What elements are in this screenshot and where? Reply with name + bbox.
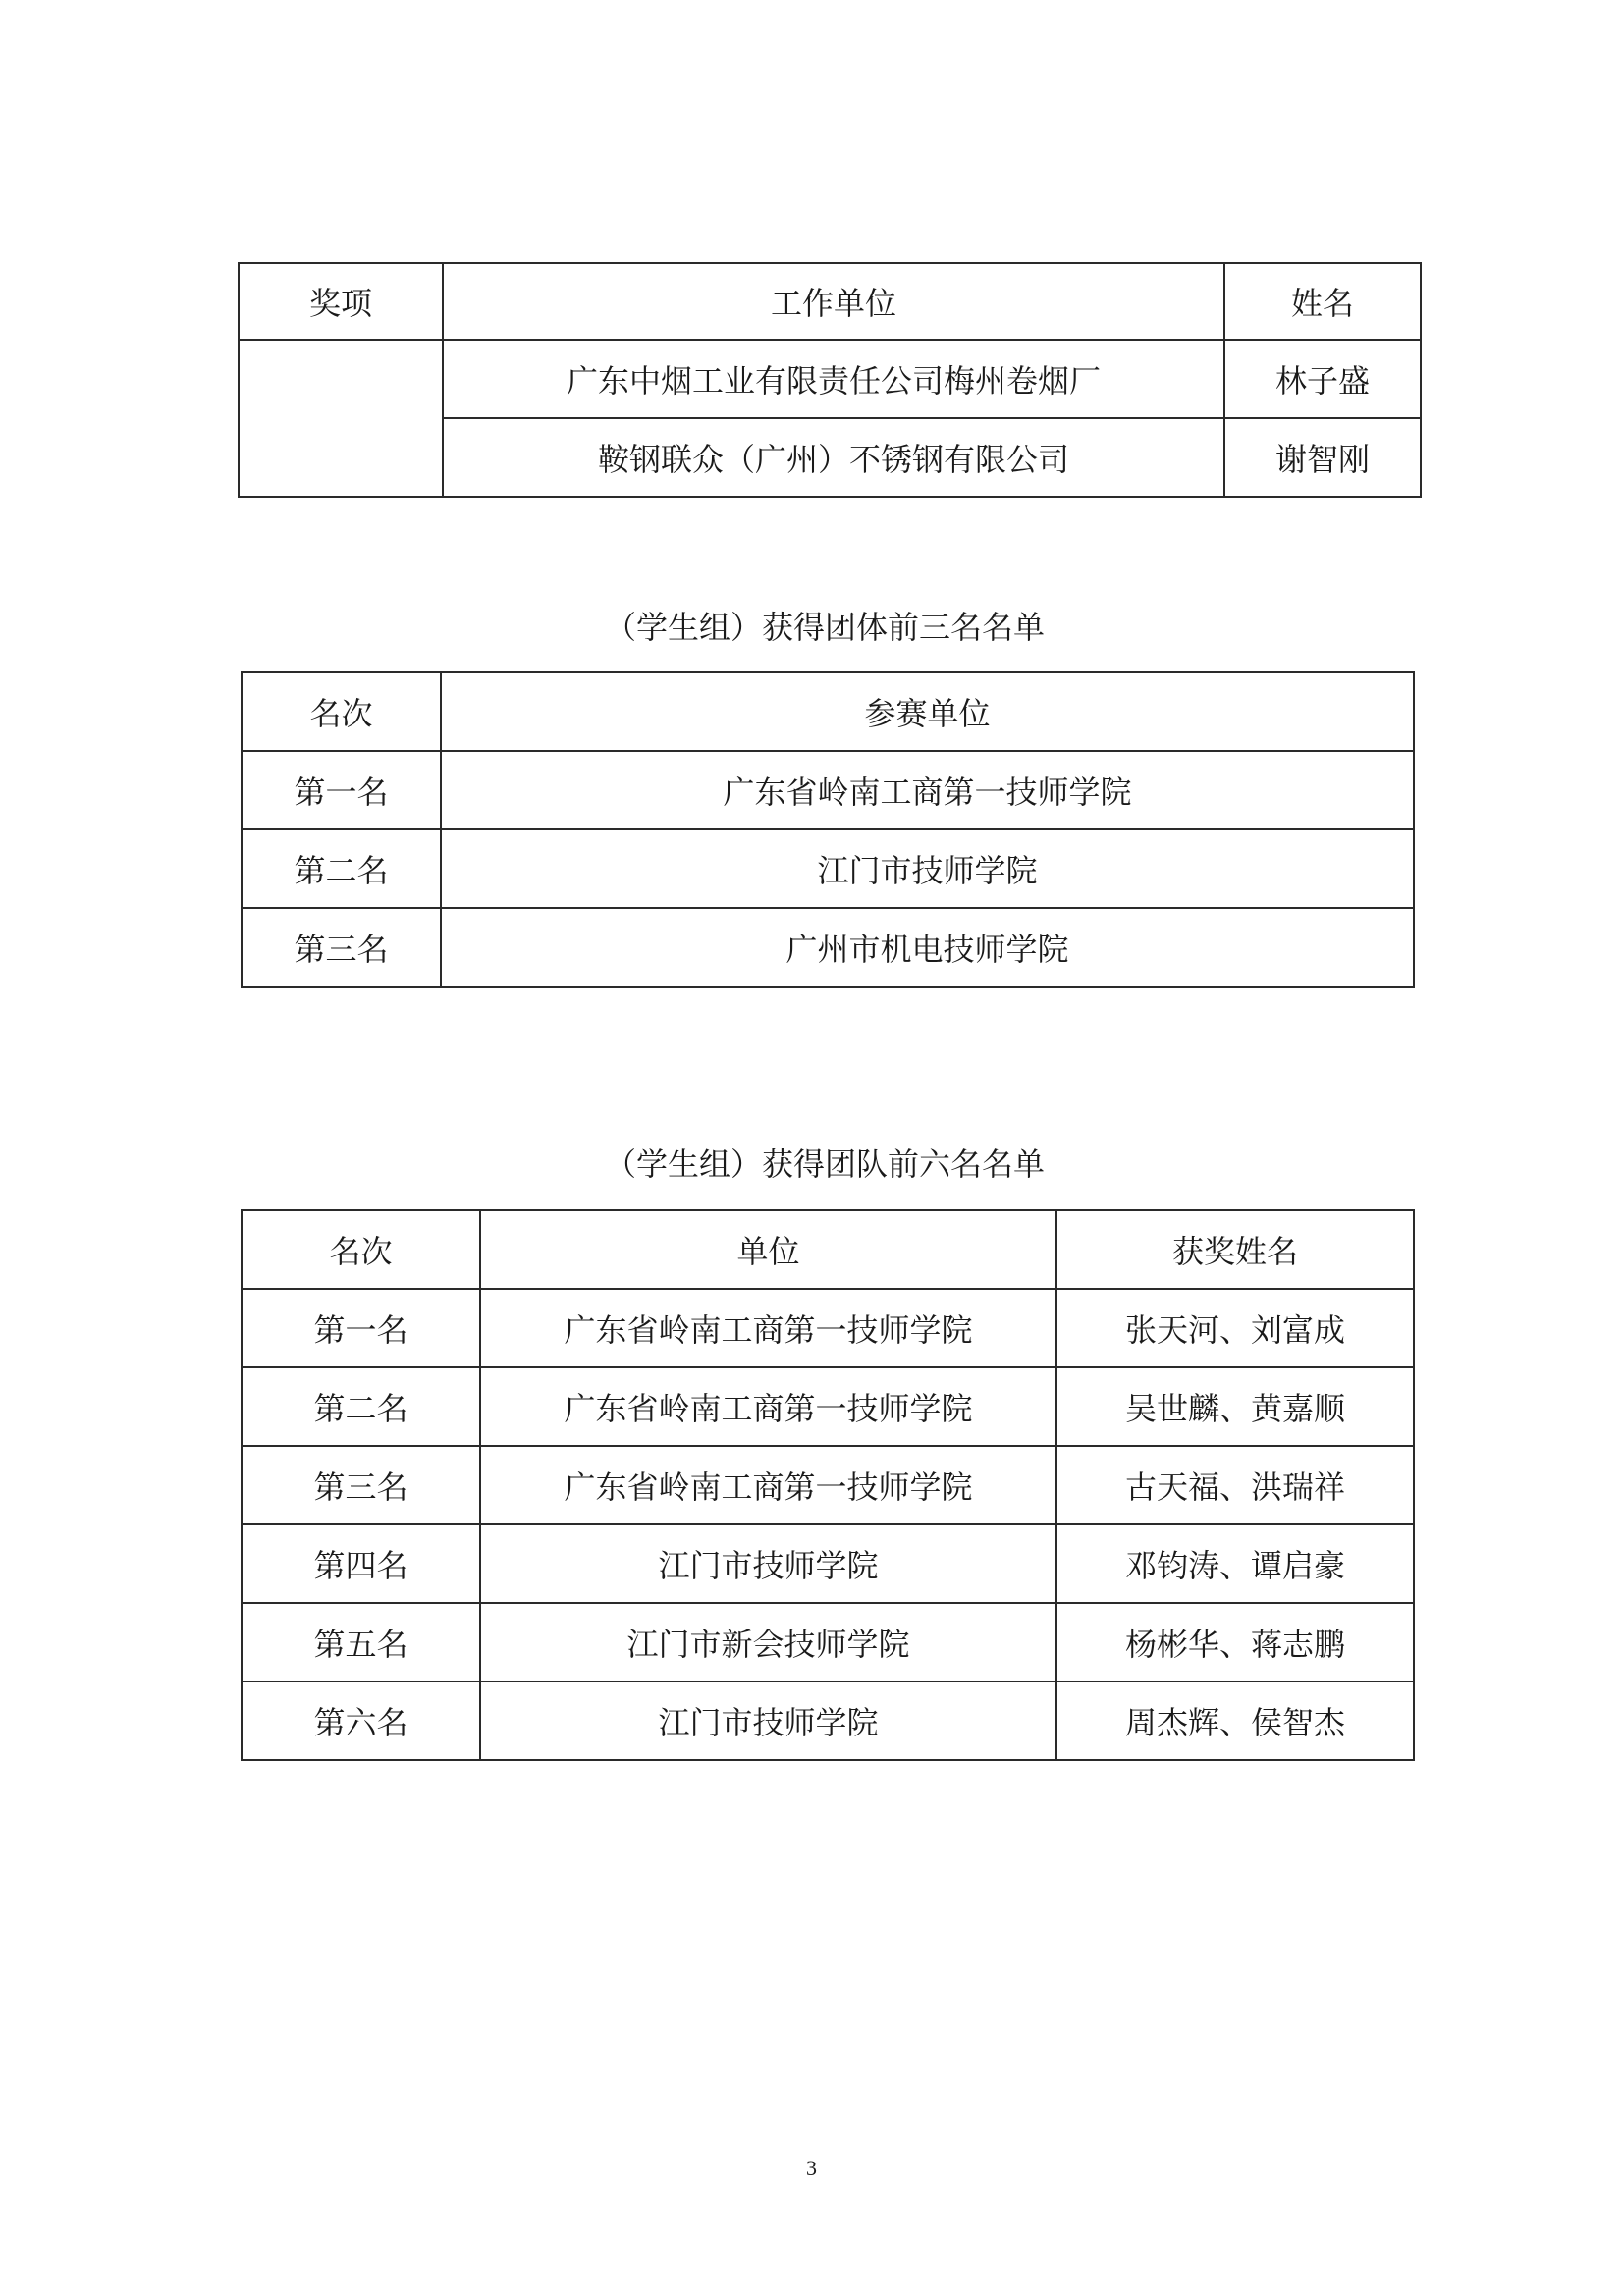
rank-cell: 第四名 bbox=[242, 1524, 480, 1603]
work-unit-cell: 鞍钢联众（广州）不锈钢有限公司 bbox=[443, 418, 1224, 497]
student-group-team-top3-table bbox=[241, 671, 1415, 988]
names-cell: 吴世麟、黄嘉顺 bbox=[1056, 1367, 1414, 1446]
table-row bbox=[239, 340, 1421, 418]
unit-cell: 广州市机电技师学院 bbox=[441, 908, 1414, 987]
names-cell: 杨彬华、蒋志鹏 bbox=[1056, 1603, 1414, 1682]
rank-cell: 第三名 bbox=[242, 908, 441, 987]
header-name: 姓名 bbox=[1224, 263, 1421, 340]
unit-cell: 江门市新会技师学院 bbox=[480, 1603, 1056, 1682]
names-cell: 邓钧涛、谭启豪 bbox=[1056, 1524, 1414, 1603]
names-cell: 古天福、洪瑞祥 bbox=[1056, 1446, 1414, 1524]
unit-cell: 江门市技师学院 bbox=[480, 1524, 1056, 1603]
header-participating-unit: 参赛单位 bbox=[441, 672, 1414, 751]
work-unit-cell: 广东中烟工业有限责任公司梅州卷烟厂 bbox=[443, 340, 1224, 418]
header-rank: 名次 bbox=[242, 672, 441, 751]
header-work-unit: 工作单位 bbox=[443, 263, 1224, 340]
unit-cell: 广东省岭南工商第一技师学院 bbox=[441, 751, 1414, 829]
table-row bbox=[242, 751, 1414, 829]
rank-cell: 第六名 bbox=[242, 1682, 480, 1760]
table-row bbox=[242, 1682, 1414, 1760]
table-row bbox=[242, 1367, 1414, 1446]
page-number: 3 bbox=[806, 2156, 817, 2180]
student-group-team-top6-title: （学生组）获得团队前六名名单 bbox=[604, 1146, 1045, 1183]
student-group-team-top6-table bbox=[241, 1209, 1415, 1761]
student-group-team-top3-title: （学生组）获得团体前三名名单 bbox=[604, 609, 1045, 646]
header-winner-names: 获奖姓名 bbox=[1056, 1210, 1414, 1289]
rank-cell: 第二名 bbox=[242, 1367, 480, 1446]
rank-cell: 第二名 bbox=[242, 829, 441, 908]
rank-cell: 第一名 bbox=[242, 751, 441, 829]
name-cell: 谢智刚 bbox=[1224, 418, 1421, 497]
table-row bbox=[242, 908, 1414, 987]
header-award: 奖项 bbox=[239, 263, 443, 340]
table-row bbox=[242, 829, 1414, 908]
table-header-row bbox=[242, 672, 1414, 751]
unit-cell: 广东省岭南工商第一技师学院 bbox=[480, 1289, 1056, 1367]
header-rank: 名次 bbox=[242, 1210, 480, 1289]
table-row bbox=[242, 1524, 1414, 1603]
table-row bbox=[242, 1446, 1414, 1524]
table-row bbox=[242, 1289, 1414, 1367]
award-winners-table-continued bbox=[238, 262, 1422, 498]
rank-cell: 第三名 bbox=[242, 1446, 480, 1524]
names-cell: 张天河、刘富成 bbox=[1056, 1289, 1414, 1367]
rank-cell: 第一名 bbox=[242, 1289, 480, 1367]
award-cell bbox=[239, 340, 443, 497]
unit-cell: 广东省岭南工商第一技师学院 bbox=[480, 1446, 1056, 1524]
table-header-row bbox=[239, 263, 1421, 340]
names-cell: 周杰辉、侯智杰 bbox=[1056, 1682, 1414, 1760]
table-row bbox=[242, 1603, 1414, 1682]
rank-cell: 第五名 bbox=[242, 1603, 480, 1682]
unit-cell: 广东省岭南工商第一技师学院 bbox=[480, 1367, 1056, 1446]
unit-cell: 江门市技师学院 bbox=[480, 1682, 1056, 1760]
header-unit: 单位 bbox=[480, 1210, 1056, 1289]
name-cell: 林子盛 bbox=[1224, 340, 1421, 418]
unit-cell: 江门市技师学院 bbox=[441, 829, 1414, 908]
table-header-row bbox=[242, 1210, 1414, 1289]
